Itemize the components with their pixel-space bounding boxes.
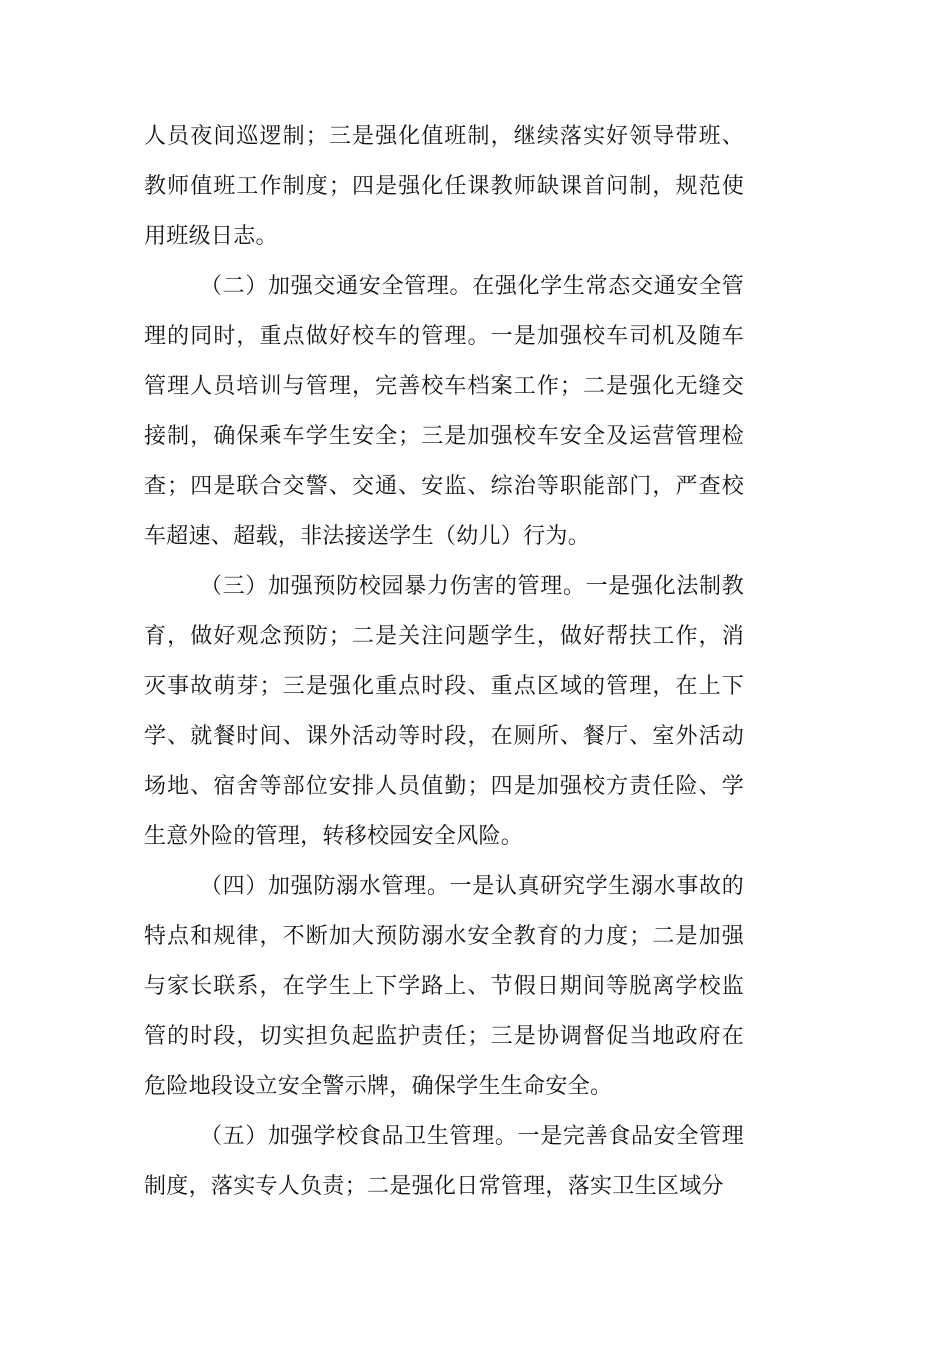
paragraph-traffic-safety: （二）加强交通安全管理。在强化学生常态交通安全管理的同时，重点做好校车的管理。一是加强校车司机及随车管理人员培训与管理，完善校车档案工作；二是强化无缝交接制，确保乘车学生安全；三是加强校车安全及运营管理检查；四是联合交警、交通、安监、综治等职能部门，严查校车超速、超载，非法接送学生（幼儿）行为。 bbox=[144, 274, 744, 549]
paragraph-drowning-prevention: （四）加强防溺水管理。一是认真研究学生溺水事故的特点和规律，不断加大预防溺水安全教育的力度；二是加强与家长联系，在学生上下学路上、节假日期间等脱离学校监管的时段，切实担负起监护责任；三是协调督促当地政府在危险地段设立安全警示牌，确保学生生命安全。 bbox=[144, 874, 744, 1099]
paragraph-campus-violence: （三）加强预防校园暴力伤害的管理。一是强化法制教育，做好观念预防；二是关注问题学生，做好帮扶工作，消灭事故萌芽；三是强化重点时段、重点区域的管理，在上下学、就餐时间、课外活动等时段，在厕所、餐厅、室外活动场地、宿舍等部位安排人员值勤；四是加强校方责任险、学生意外险的管理，转移校园安全风险。 bbox=[144, 574, 744, 849]
paragraph-continuation: 人员夜间巡逻制；三是强化值班制，继续落实好领导带班、教师值班工作制度；四是强化任课教师缺课首问制，规范使用班级日志。 bbox=[144, 124, 744, 249]
paragraph-food-hygiene: （五）加强学校食品卫生管理。一是完善食品安全管理制度，落实专人负责；二是强化日常管理，落实卫生区域分 bbox=[144, 1124, 744, 1199]
document-page bbox=[144, 112, 744, 1212]
